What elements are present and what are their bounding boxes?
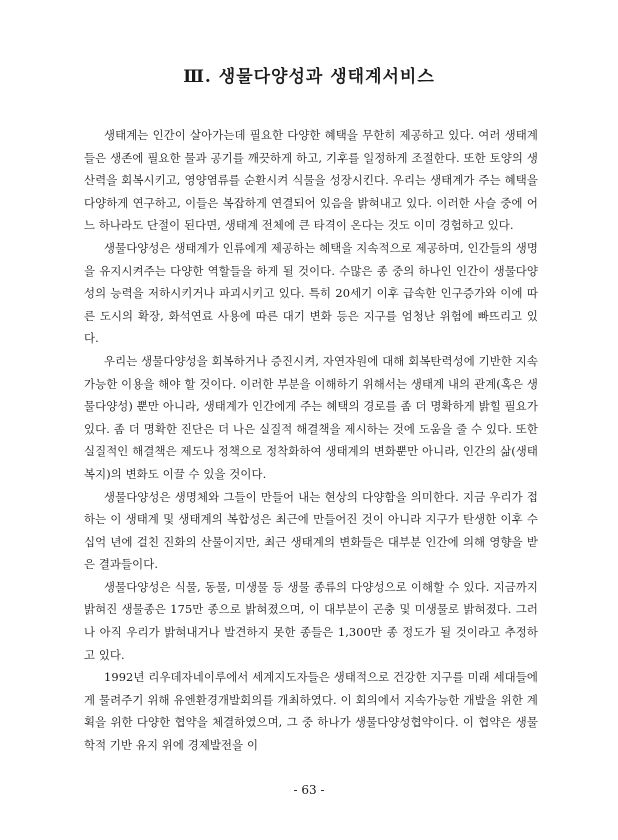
paragraph: 생물다양성은 식물, 동물, 미생물 등 생물 종류의 다양성으로 이해할 수 있다. 지금까지 밝혀진 생물종은 175만 종으로 밝혀졌으며, 이 대부분이 곤충 및 미생물로 밝혀졌다. 그러나 아직 우리가 밝혀내거나 발견하지 못한 종들은 1,300만 종 정도가 될 것이라고 추정하고 있다. bbox=[84, 579, 538, 662]
chapter-title: Ⅲ. 생물다양성과 생태계서비스 bbox=[183, 67, 435, 87]
paragraph: 생물다양성은 생명체와 그들이 만들어 내는 현상의 다양함을 의미한다. 지금 우리가 접하는 이 생태계 및 생태계의 복합성은 최근에 만들어진 것이 아니라 지구가 탄생한 이후 수십억 년에 걸친 진화의 산물이지만, 최근 생태계의 변화들은 대부분 인간에 의해 영향을 받은 결과들이다. bbox=[84, 489, 538, 572]
paragraph: 1992년 리우데자네이루에서 세계지도자들은 생태적으로 건강한 지구를 미래 세대들에게 물려주기 위해 유엔환경개발회의를 개최하였다. 이 회의에서 지속가능한 개발을 위한 계획을 위한 다양한 협약을 체결하였으며, 그 중 하나가 생물다양성협약이다. 이 협약은 생물학적 기반 유지 위에 경제발전을 이 bbox=[84, 670, 538, 753]
paragraph: 생태계는 인간이 살아가는데 필요한 다양한 혜택을 무한히 제공하고 있다. 여러 생태계들은 생존에 필요한 물과 공기를 깨끗하게 하고, 기후를 일정하게 조절한다. 또한 토양의 생산력을 회복시키고, 영양염류를 순환시켜 식물을 성장시킨다. 우리는 생태계가 주는 혜택을 다양하게 연구하고, 이들은 복잡하게 연결되어 있음을 밝혀내고 있다. 이러한 사슬 중에 어느 하나라도 단절이 된다면, 생태계 전체에 큰 타격이 온다는 것도 이미 경험하고 있다. bbox=[84, 128, 538, 233]
body-text bbox=[84, 124, 538, 757]
paragraph: 생물다양성은 생태계가 인류에게 제공하는 혜택을 지속적으로 제공하며, 인간들의 생명을 유지시켜주는 다양한 역할들을 하게 될 것이다. 수많은 종 중의 하나인 인간이 생물다양성의 능력을 저하시키거나 파괴시키고 있다. 특히 20세기 이후 급속한 인구증가와 이에 따른 도시의 확장, 화석연료 사용에 따른 대기 변화 등은 지구를 엄청난 위험에 빠뜨리고 있다. bbox=[84, 240, 538, 346]
page-number: - 63 - bbox=[293, 783, 325, 797]
paragraph: 우리는 생물다양성을 회복하거나 증진시켜, 자연자원에 대해 회복탄력성에 기반한 지속가능한 이용을 해야 할 것이다. 이러한 부분을 이해하기 위해서는 생태계 내의 관계(혹은 생물다양성) 뿐만 아니라, 생태계가 인간에게 주는 혜택의 경로를 좀 더 명확하게 밝힐 필요가 있다. 좀 더 명확한 진단은 더 나은 실질적 해결책을 제시하는 것에 도움을 줄 수 있다. 또한 실질적인 해결책은 제도나 정책으로 정착화하여 생태계의 변화뿐만 아니라, 인간의 삶(생태복지)의 변화도 이끌 수 있을 것이다. bbox=[84, 353, 538, 481]
